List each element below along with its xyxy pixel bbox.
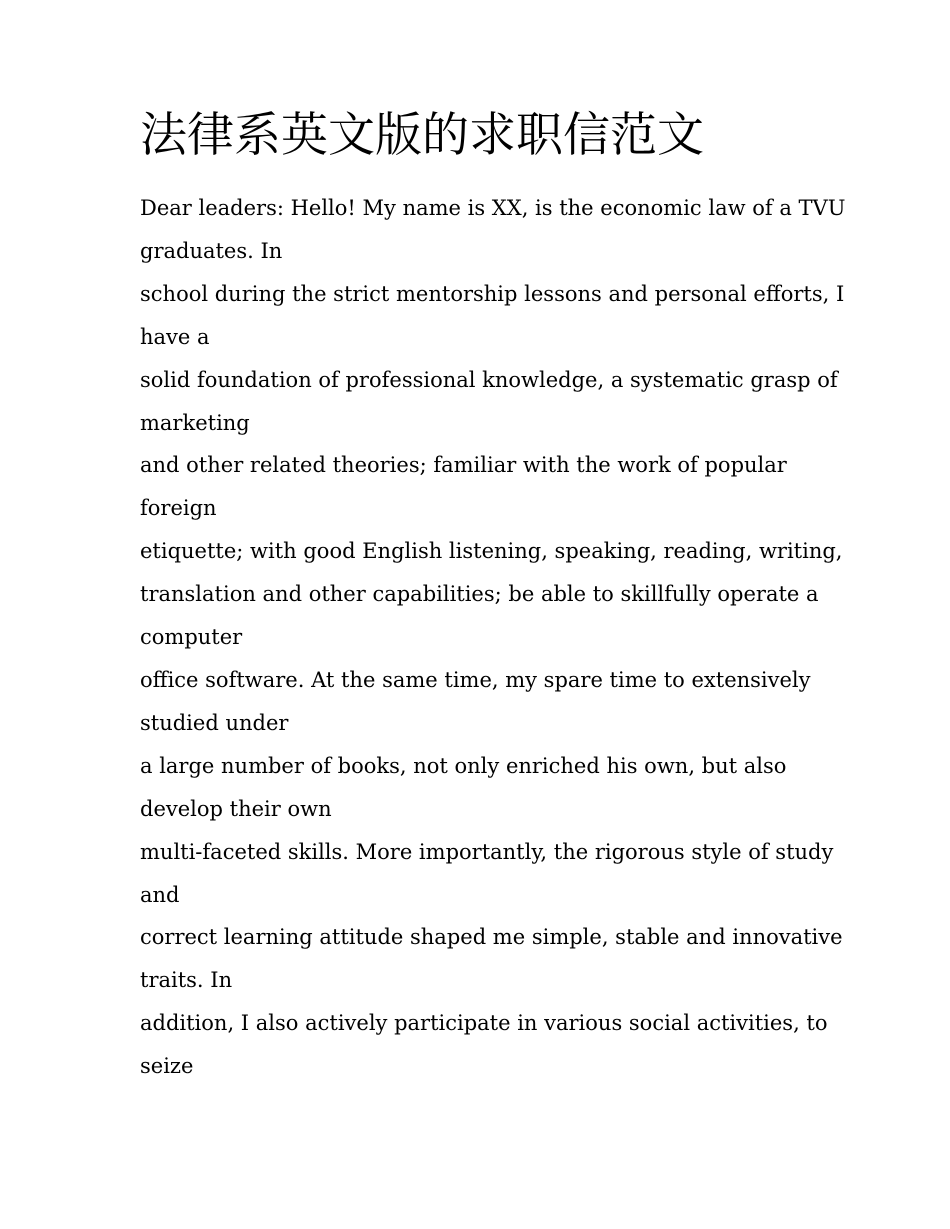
body-line: marketing bbox=[140, 410, 250, 435]
body-line: computer bbox=[140, 625, 243, 650]
body-line: and bbox=[140, 882, 180, 907]
body-line: develop their own bbox=[140, 796, 332, 821]
body-line: correct learning attitude shaped me simple, stable and innovative bbox=[140, 925, 843, 950]
body-line: seize bbox=[140, 1054, 194, 1079]
body-line: have a bbox=[140, 324, 210, 349]
document-page bbox=[140, 108, 846, 1088]
body-line: foreign bbox=[140, 496, 217, 521]
body-line: etiquette; with good English listening, speaking, reading, writing, bbox=[140, 539, 843, 564]
body-line: and other related theories; familiar with the work of popular bbox=[140, 453, 787, 478]
body-line: office software. At the same time, my spare time to extensively bbox=[140, 667, 811, 692]
body-line: multi-faceted skills. More importantly, the rigorous style of study bbox=[140, 839, 834, 864]
body-line: translation and other capabilities; be able to skillfully operate a bbox=[140, 582, 819, 607]
body-line: Dear leaders: Hello! My name is XX, is the economic law of a TVU bbox=[140, 196, 846, 220]
body-line: a large number of books, not only enriched his own, but also bbox=[140, 753, 787, 778]
body-line: graduates. In bbox=[140, 238, 283, 263]
body-line: studied under bbox=[140, 710, 289, 735]
body-line: addition, I also actively participate in various social activities, to bbox=[140, 1011, 828, 1036]
document-title: 法律系英文版的求职信范文 bbox=[140, 108, 704, 163]
body-line: solid foundation of professional knowledge, a systematic grasp of bbox=[140, 367, 838, 392]
body-line: traits. In bbox=[140, 968, 233, 993]
body-line: school during the strict mentorship lessons and personal efforts, I bbox=[140, 281, 845, 306]
document-body bbox=[140, 187, 846, 1088]
